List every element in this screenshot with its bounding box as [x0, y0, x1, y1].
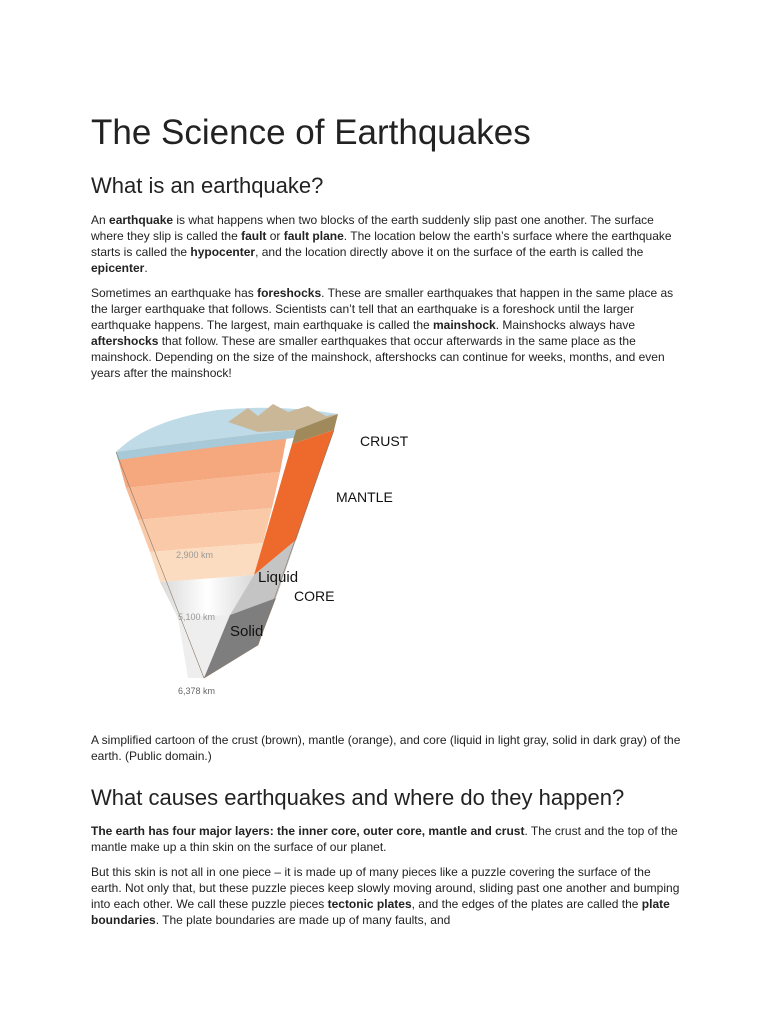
- paragraph-plates: But this skin is not all in one piece – it is made up of many pieces like a puzzle covering the surface of the earth. Not only that, but these puzzle pieces keep slowly moving around, sliding past one another and bumping into each other. We call these puzzle pieces tectonic plates, and the edges of the plates are called the plate boundaries. The plate boundaries are made up of many faults, and: [91, 865, 680, 927]
- bold-term: fault plane: [283, 229, 344, 243]
- label-crust: CRUST: [360, 433, 409, 449]
- section-heading-what-is: What is an earthquake?: [91, 173, 324, 198]
- label-depth-6378: 6,378 km: [178, 686, 216, 696]
- label-depth-5100: 5,100 km: [178, 612, 216, 622]
- page-title: The Science of Earthquakes: [91, 113, 531, 152]
- paragraph-foreshocks: Sometimes an earthquake has foreshocks. These are smaller earthquakes that happen in the same place as the larger earthquake that follows. Scientists can’t tell that an earthquake is a foreshock until the larger earthquake happens. The largest, main earthquake is called the mainshock. Mainshocks always have aftershocks that follow. These are smaller earthquakes that occur afterwards in the same place as the mainshock. Depending on the size of the mainshock, aftershocks can continue for weeks, months, and even years after the mainshock!: [91, 286, 674, 380]
- bold-term: fault: [241, 229, 267, 243]
- label-solid: Solid: [230, 623, 264, 640]
- bold-term: mainshock: [433, 318, 496, 332]
- bold-term: foreshocks: [257, 286, 322, 300]
- earth-layers-diagram: [108, 400, 428, 700]
- paragraph-layers: The earth has four major layers: the inner core, outer core, mantle and crust. The crust and the top of the mantle make up a thin skin on the surface of our planet.: [91, 824, 678, 854]
- bold-term: epicenter: [91, 261, 145, 275]
- bold-term: hypocenter: [190, 245, 256, 259]
- paragraph-definition: An earthquake is what happens when two blocks of the earth suddenly slip past one another. The surface where they slip is called the fault or fault plane. The location below the earth’s surface where the earthquake starts is called the hypocenter, and the location directly above it on the surface of the earth is called the epicenter.: [91, 213, 672, 275]
- label-depth-2900: 2,900 km: [176, 550, 214, 560]
- bold-term: plate boundaries: [91, 897, 670, 927]
- earth-layers-svg: [108, 400, 428, 700]
- bold-term: aftershocks: [91, 334, 159, 348]
- label-liquid: Liquid: [258, 569, 299, 586]
- section-heading-causes: What causes earthquakes and where do they happen?: [91, 785, 625, 810]
- figure-caption: A simplified cartoon of the crust (brown), mantle (orange), and core (liquid in light gray, solid in dark gray) of the earth. (Public domain.): [91, 733, 681, 763]
- bold-term: tectonic plates: [327, 897, 412, 911]
- label-mantle: MANTLE: [336, 489, 393, 505]
- bold-term: earthquake: [109, 213, 174, 227]
- bold-term: The earth has four major layers: the inner core, outer core, mantle and crust: [91, 824, 525, 838]
- label-core: CORE: [294, 588, 335, 604]
